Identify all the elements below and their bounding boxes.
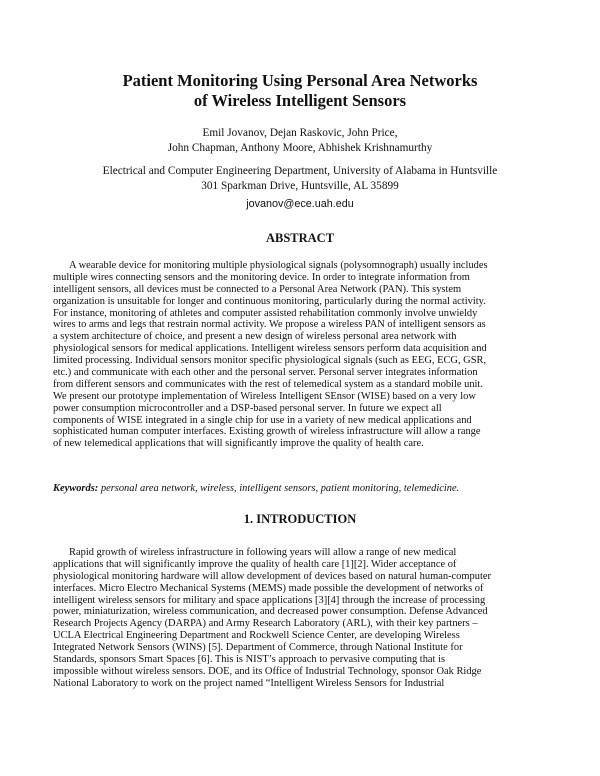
introduction-body bbox=[53, 547, 544, 690]
intro-line: National Laboratory to work on the project named “Intelligent Wireless Sensors for Industrial bbox=[53, 677, 445, 689]
abstract-line: organization is unsuitable for longer and continuous monitoring, particularly during the normal activity. bbox=[53, 295, 486, 307]
abstract-line: limited processing. Individual sensors monitor specific physiological signals (such as EEG, ECG, GSR, bbox=[53, 355, 487, 367]
abstract-heading: ABSTRACT bbox=[265, 231, 335, 245]
keywords bbox=[53, 483, 544, 495]
authors-line-2: John Chapman, Anthony Moore, Abhishek Krishnamurthy bbox=[167, 141, 433, 154]
abstract-line: from different sensors and communicates with the rest of telemedical system as a standard mobile unit. bbox=[53, 378, 483, 390]
abstract-line: physiological sensors for medical applications. Intelligent wireless sensors perform data acquisition and bbox=[53, 343, 487, 355]
intro-line: interfaces. Micro Electro Mechanical Systems (MEMS) made possible the development of networks of bbox=[53, 582, 484, 594]
abstract-line: intelligent sensors, all devices must be connected to a Personal Area Network (PAN). This system bbox=[53, 283, 462, 295]
abstract-body bbox=[53, 260, 544, 450]
intro-line: UCLA Electrical Engineering Department and Rockwell Science Center, are developing Wireless bbox=[53, 630, 460, 642]
author-email: jovanov@ece.uah.edu bbox=[246, 198, 354, 210]
intro-line: impossible without wireless sensors. DOE, and its Office of Industrial Technology, sponsor Oak Ridge bbox=[53, 665, 482, 677]
title-line-1: Patient Monitoring Using Personal Area Networks bbox=[122, 71, 478, 90]
abstract-line: power consumption microcontroller and a DSP-based personal server. In future we expect all bbox=[53, 402, 442, 414]
abstract-line: components of WISE integrated in a single chip for use in a variety of new medical applications and bbox=[53, 414, 472, 426]
intro-line: Rapid growth of wireless infrastructure in following years will allow a range of new medical bbox=[69, 547, 457, 558]
abstract-line: a system architecture of choice, and present a new design of wireless personal area network with bbox=[53, 331, 457, 343]
affiliation bbox=[0, 164, 600, 193]
abstract-line: multiple wires connecting sensors and the monitoring device. In order to integrate information from bbox=[53, 271, 470, 283]
intro-line: Research Projects Agency (DARPA) and Army Research Laboratory (ARL), with their key partners – bbox=[53, 618, 478, 630]
affiliation-line-1: Electrical and Computer Engineering Department, University of Alabama in Huntsville bbox=[102, 165, 498, 177]
title-line-2: of Wireless Intelligent Sensors bbox=[193, 91, 407, 110]
intro-line: Integrated Network Sensors (WINS) [5]. Department of Commerce, through National Institute for bbox=[53, 642, 463, 654]
introduction-heading: 1. INTRODUCTION bbox=[243, 512, 357, 526]
authors bbox=[0, 126, 600, 155]
abstract-line: of new telemedical applications that will significantly improve the quality of health care. bbox=[53, 438, 424, 450]
abstract-line: etc.) and communicate with each other and the personal server. Personal server integrates information bbox=[53, 367, 478, 379]
intro-line: applications that will significantly improve the quality of health care [1][2]. Wider acceptance of bbox=[53, 558, 457, 570]
intro-line: power, miniaturization, wireless communication, and decreased power consumption. Defense Advanced bbox=[53, 606, 488, 618]
authors-line-1: Emil Jovanov, Dejan Raskovic, John Price, bbox=[202, 127, 398, 139]
keywords-line bbox=[53, 483, 544, 495]
paper-title bbox=[0, 71, 600, 111]
intro-line: physiological monitoring hardware will allow development of devices based on natural human-computer bbox=[53, 570, 491, 582]
keywords-text: personal area network, wireless, intelligent sensors, patient monitoring, telemedicine. bbox=[100, 483, 460, 494]
abstract-line: wires to arms and legs that restrain normal activity. We propose a wireless PAN of intelligent sensors as bbox=[53, 319, 486, 331]
keywords-label: Keywords: bbox=[53, 483, 99, 494]
abstract-line: We present our prototype implementation of Wireless Intelligent SEnsor (WISE) based on a very low bbox=[53, 390, 476, 402]
intro-line: intelligent wireless sensors for military and space applications [3][4] through the increase of processing bbox=[53, 594, 486, 606]
affiliation-line-2: 301 Sparkman Drive, Huntsville, AL 35899 bbox=[201, 179, 399, 192]
intro-line: Standards, sponsors Smart Spaces [6]. This is NIST’s approach to pervasive computing that is bbox=[53, 654, 446, 666]
abstract-line: sophisticated human computer interfaces. Existing growth of wireless infrastructure will allow a range bbox=[53, 426, 481, 438]
abstract-line: For instance, monitoring of athletes and computer assisted rehabilitation commonly involve unwieldy bbox=[53, 307, 478, 319]
abstract-line: A wearable device for monitoring multiple physiological signals (polysomnograph) usually includes bbox=[69, 260, 488, 271]
